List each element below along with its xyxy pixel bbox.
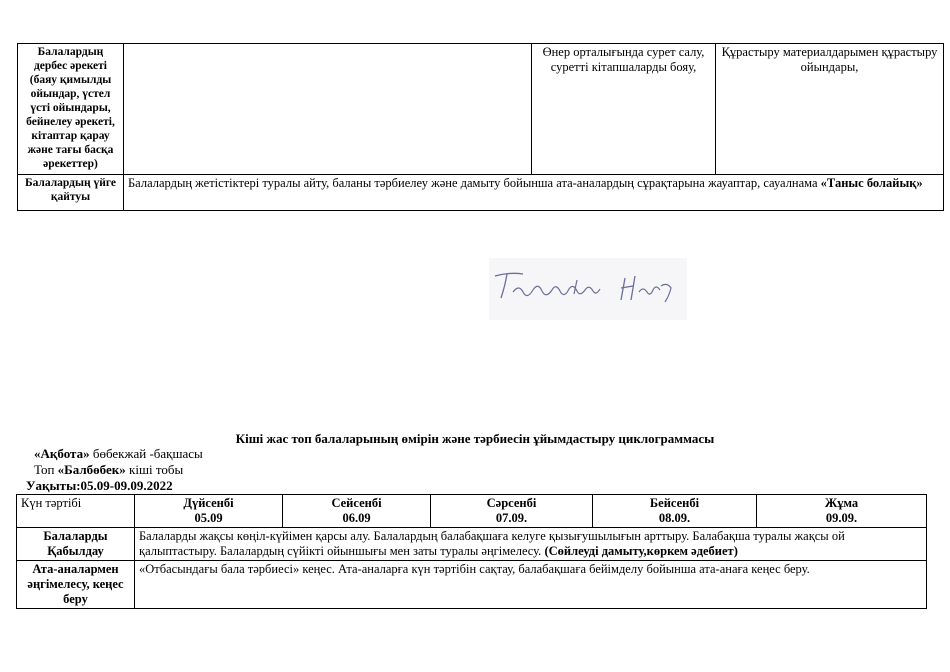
going-home-text: Балалардың жетістіктері туралы айту, баланы тәрбиелеу және дамыту бойынша ата-аналардың сұрақтарына жауаптар, сауалнама xyxy=(128,176,818,190)
day-header-tuesday: Сейсенбі 06.09 xyxy=(283,495,431,528)
schedule-table xyxy=(16,494,927,609)
group-name xyxy=(34,462,183,478)
going-home-cell xyxy=(124,175,944,211)
day-schedule-header: Күн тәртібі xyxy=(17,495,135,528)
row-label-reception: Балаларды Қабылдау xyxy=(17,528,135,561)
reception-bold: (Сөйлеуді дамыту,көркем әдебиет) xyxy=(544,544,738,558)
row-label-parents: Ата-аналармен әңгімелесу, кеңес беру xyxy=(17,561,135,609)
day-header-thursday: Бейсенбі 08.09. xyxy=(593,495,757,528)
date-range: Уақыты:05.09-09.09.2022 xyxy=(26,478,173,493)
row-label-independent-activity: Балалардың дербес әрекеті (баяу қимылды ойындар, үстел үсті ойындары, бейнелеу әрекеті, кітаптар қарау және тағы басқа әрекеттер) xyxy=(18,44,124,175)
day-header-wednesday: Сәрсенбі 07.09. xyxy=(431,495,593,528)
day-header-friday: Жұма 09.09. xyxy=(757,495,927,528)
table-row xyxy=(18,44,944,175)
day-header-monday: Дүйсенбі 05.09 xyxy=(135,495,283,528)
going-home-bold: «Таныс болайық» xyxy=(820,176,923,190)
activities-table xyxy=(17,43,944,211)
table-row xyxy=(18,175,944,211)
group-prefix: Топ xyxy=(34,462,58,477)
construction-cell: Құрастыру материалдарымен құрастыру ойындары, xyxy=(716,44,944,175)
page-title: Кіші жас топ балаларының өмірін және тәрбиесін ұйымдастыру циклограммасы xyxy=(235,431,715,446)
empty-cell xyxy=(124,44,532,175)
table-row xyxy=(17,561,927,609)
reception-cell xyxy=(135,528,927,561)
group-name-rest: кіші тобы xyxy=(125,462,184,477)
table-row xyxy=(17,528,927,561)
kindergarten-name xyxy=(34,446,203,462)
parents-cell: «Отбасындағы бала тәрбиесі» кеңес. Ата-аналарға күн тәртібін сақтау, балабақшаға бейімделу бойынша ата-анаға кеңес беру. xyxy=(135,561,927,609)
org-name-rest: бөбекжай -бақшасы xyxy=(89,446,203,461)
reception-text: Балаларды жақсы көңіл-күйімен қарсы алу. Балалардың балабақшаға келуге қызығушылығын арттыру. Балабақша туралы жақсы ой қалыптастыру. Балалардың сүйікті ойыншығы мен заты туралы әңгімелесу. xyxy=(139,529,845,558)
signature-stamp xyxy=(489,258,687,320)
group-name-bold: «Балбөбек» xyxy=(57,462,126,477)
signature-image xyxy=(489,258,687,320)
row-label-going-home: Балалардың үйге қайтуы xyxy=(18,175,124,211)
art-center-cell: Өнер орталығында сурет салу, суретті кітапшаларды бояу, xyxy=(532,44,716,175)
table-header-row xyxy=(17,495,927,528)
org-name-bold: «Ақбота» xyxy=(34,446,90,461)
